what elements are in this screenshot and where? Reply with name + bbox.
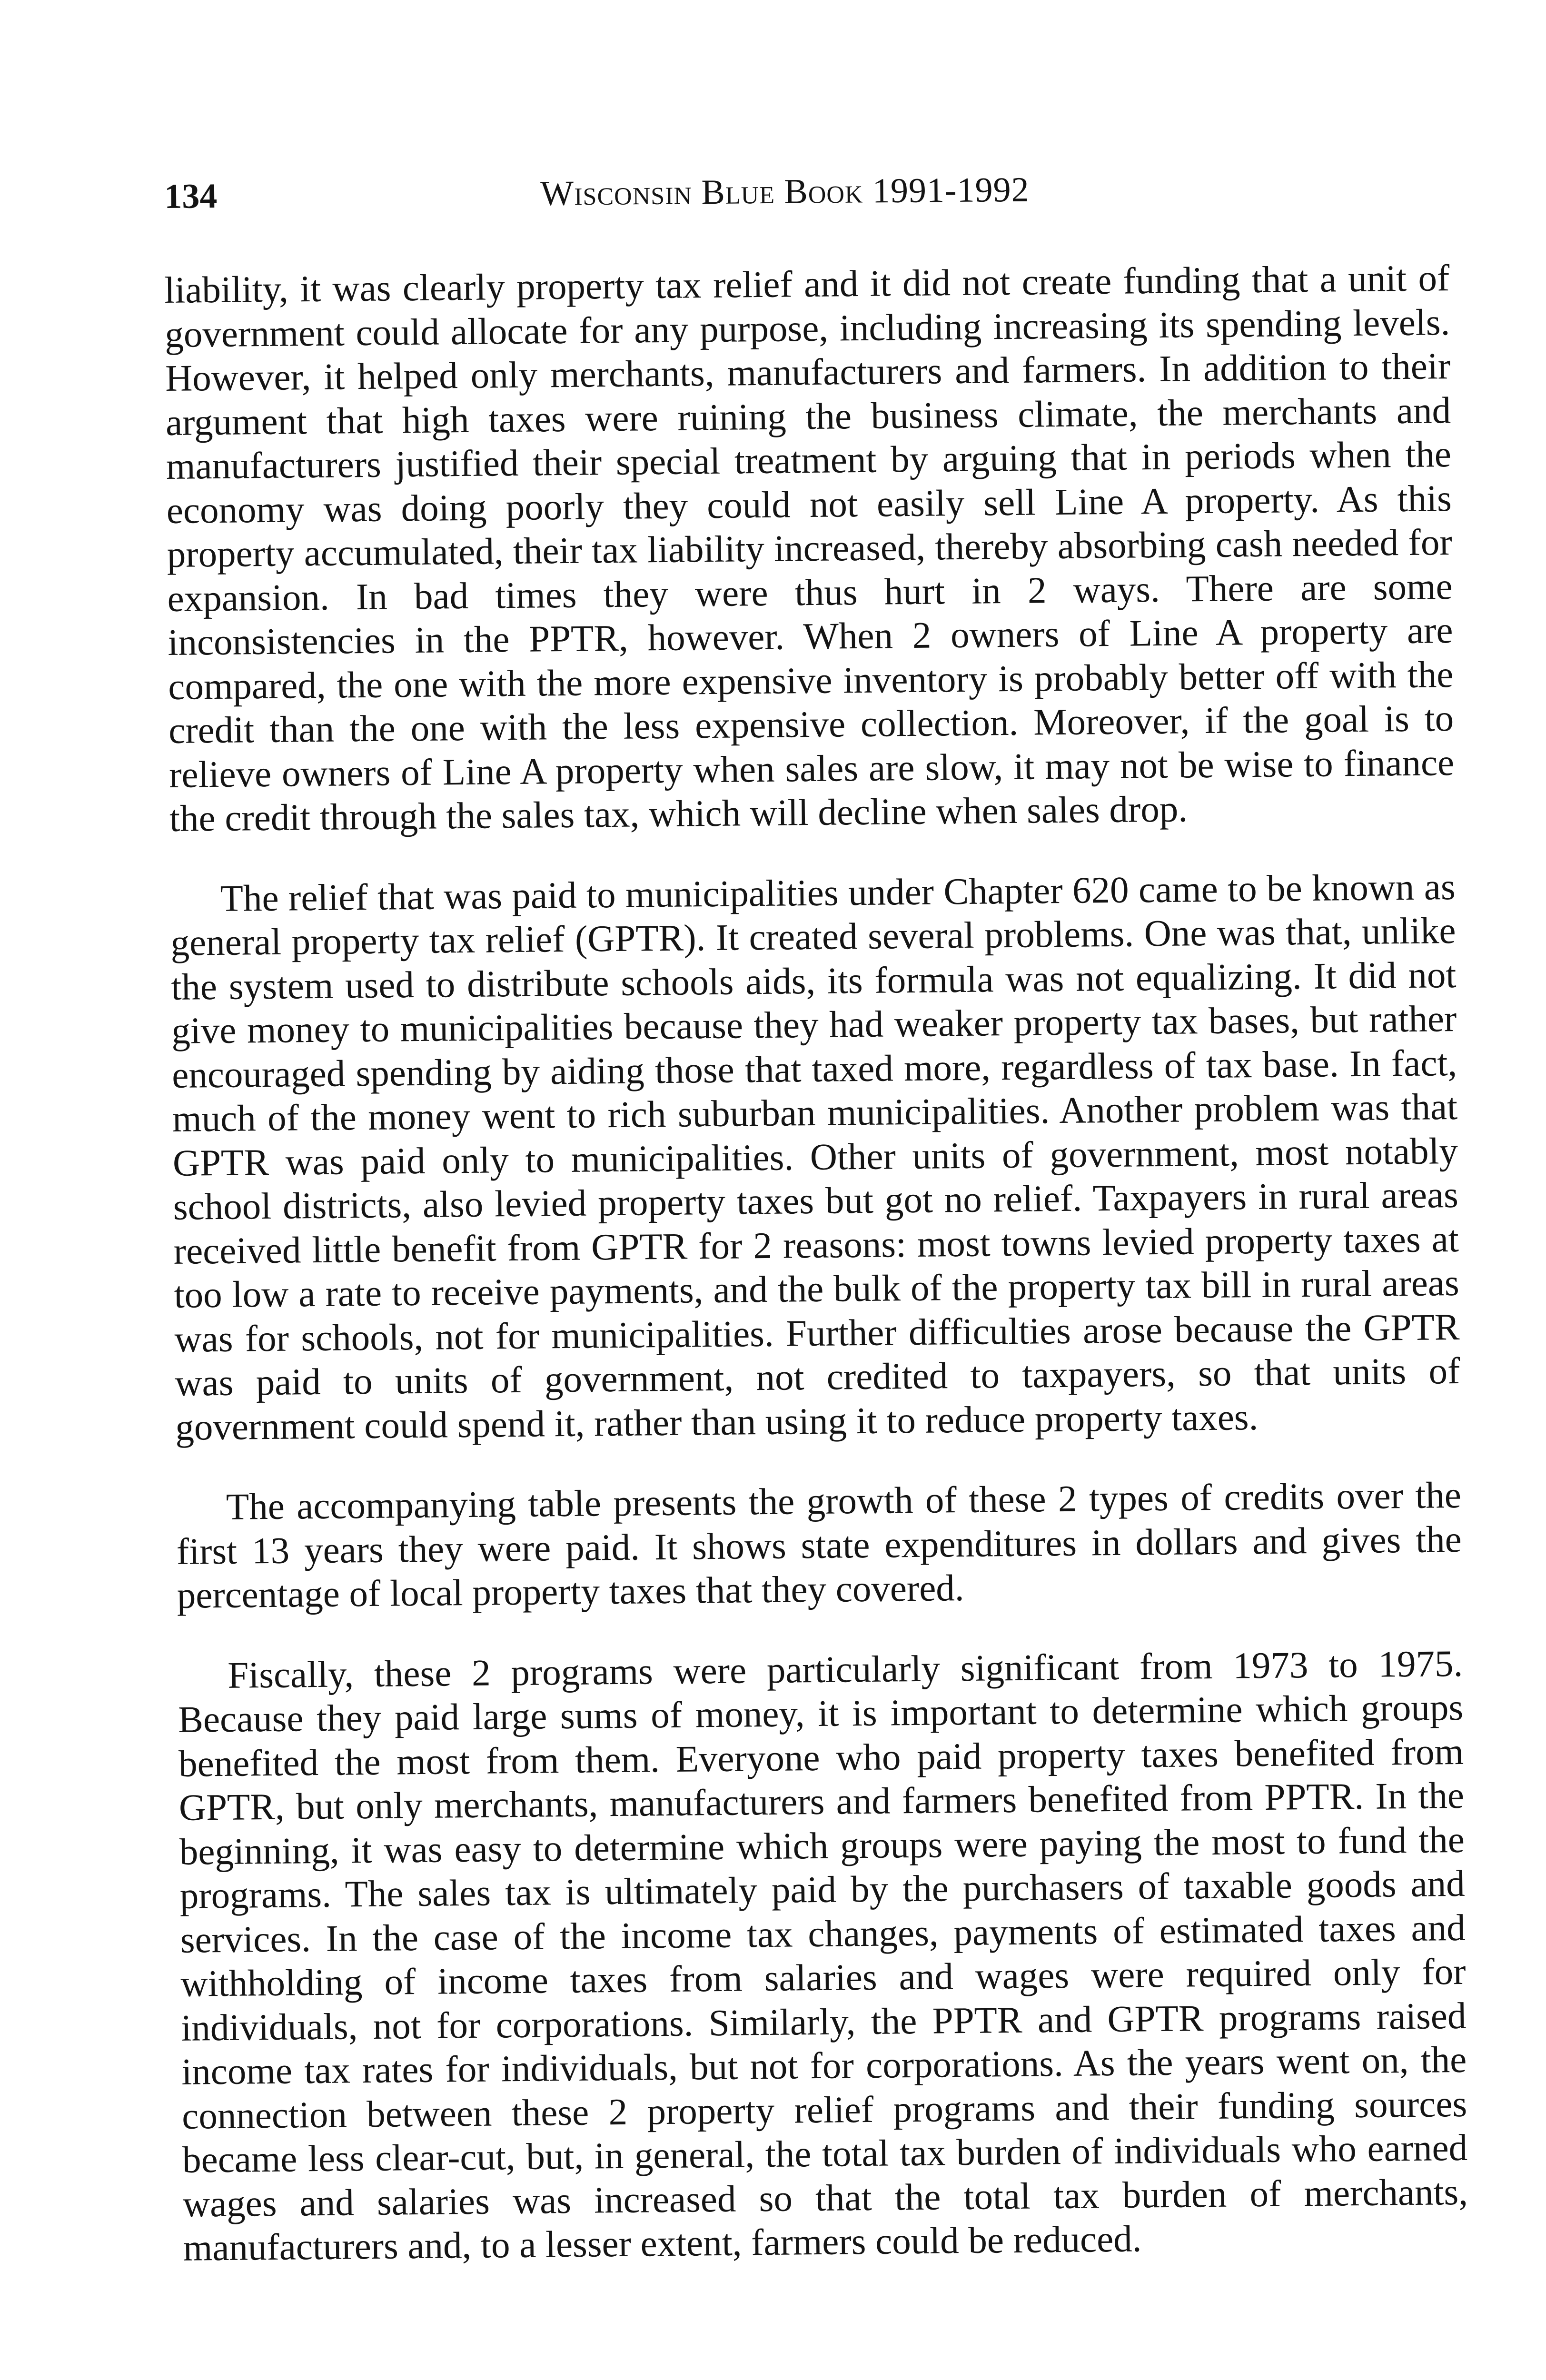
paragraph-gptr: The relief that was paid to municipalities under Chapter 620 came to be known as general property tax relief (GPTR). It created several problems. One was that, unlike the system used to distribute schools aids, its formula was not equalizing. It did not give money to municipalities because they had weaker property tax bases, but rather encouraged spending by aiding those that taxed more, regardless of tax base. In fact, much of the money went to rich suburban municipalities. Another problem was that GPTR was paid only to municipalities. Other units of government, most notably school districts, also levied property taxes but got no relief. Taxpayers in rural areas received little benefit from GPTR for 2 reasons: most towns levied property taxes at too low a rate to receive payments, and the bulk of the property tax bill in rural areas was for schools, not for municipalities. Further difficulties arose because the GPTR was paid to units of government, not credited to taxpayers, so that units of government could spend it, rather than using it to reduce property taxes. [170,866,1460,1448]
body-text [164,257,1468,2271]
page-number: 134 [164,177,218,216]
paragraph-table-reference: The accompanying table presents the growth of these 2 types of credits over the first 13 years they were paid. It shows state expenditures in dollars and gives the percentage of local property taxes that they covered. [176,1474,1462,1616]
book-title: Wisconsin Blue Book 1991-1992 [540,170,1030,213]
paragraph-fiscal-impact: Fiscally, these 2 programs were particularly significant from 1973 to 1975. Because they paid large sums of money, it is important to determine which groups benefited the most from them. Everyone who paid property taxes benefited from GPTR, but only merchants, manufacturers and farmers benefited from PPTR. In the beginning, it was easy to determine which groups were paying the most to fund the programs. The sales tax is ultimately paid by the purchasers of taxable goods and services. In the case of the income tax changes, payments of estimated taxes and withholding of income taxes from salaries and wages were required only for individuals, not for corporations. Similarly, the PPTR and GPTR programs raised income tax rates for individuals, but not for corporations. As the years went on, the connection between these 2 property relief programs and their funding sources became less clear-cut, but, in general, the total tax burden of individuals who earned wages and salaries was increased so that the total tax burden of merchants, manufacturers and, to a lesser extent, farmers could be reduced. [178,1643,1468,2269]
paragraph-continued: liability, it was clearly property tax relief and it did not create funding that a unit of government could allocate for any purpose, including increasing its spending levels. However, it helped only merchants, manufacturers and farmers. In addition to their argument that high taxes were ruining the business climate, the merchants and manufacturers justified their special treatment by arguing that in periods when the economy was doing poorly they could not easily sell Line A property. As this property accumulated, their tax liability increased, thereby absorbing cash needed for expansion. In bad times they were thus hurt in 2 ways. There are some inconsistencies in the PPTR, however. When 2 owners of Line A property are compared, the one with the more expensive inventory is probably better off with the credit than the one with the less expensive collection. Moreover, if the goal is to relieve owners of Line A property when sales are slow, it may not be wise to finance the credit through the sales tax, which will decline when sales drop. [164,258,1455,840]
running-head [164,165,1455,228]
